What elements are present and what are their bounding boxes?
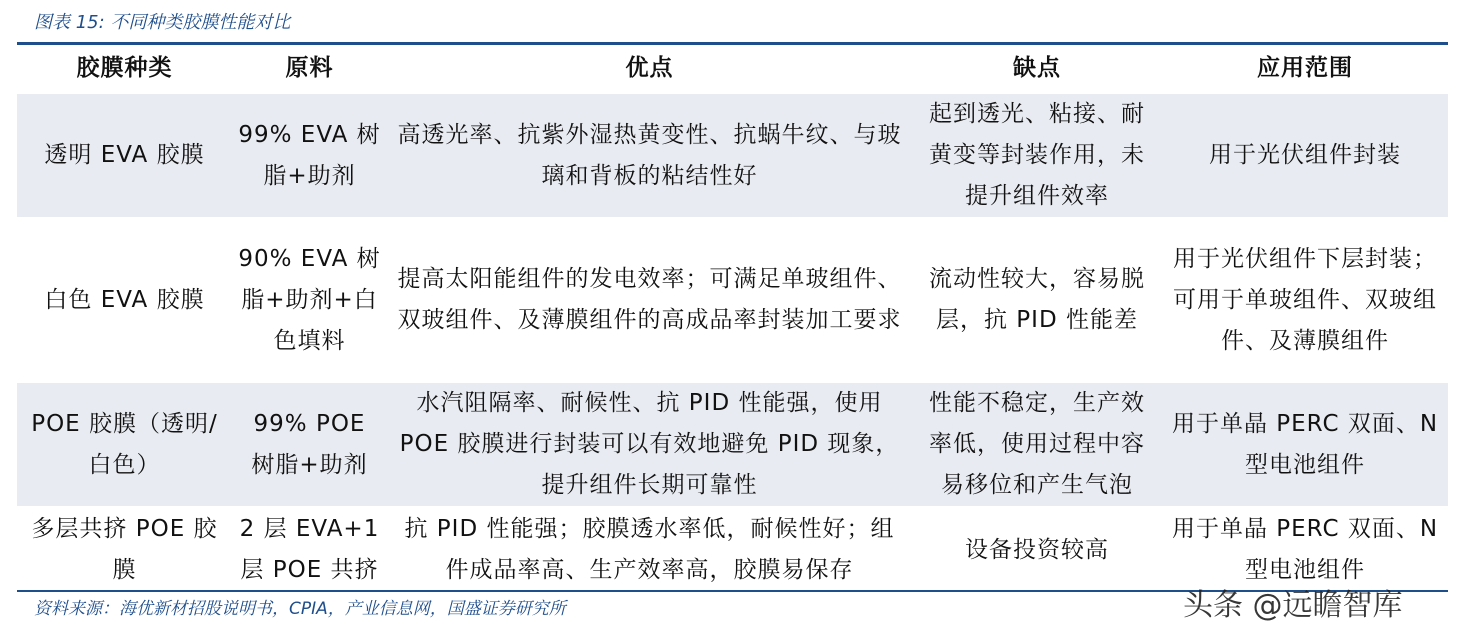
header-disadvantages: 缺点 (912, 45, 1162, 93)
cell-material: 99% POE 树脂+助剂 (232, 382, 387, 508)
cell-disadvantages: 起到透光、粘接、耐黄变等封装作用，未提升组件效率 (912, 93, 1162, 219)
header-advantages: 优点 (387, 45, 912, 93)
cell-application: 用于单晶 PERC 双面、N 型电池组件 (1162, 508, 1448, 592)
comparison-table (17, 45, 1448, 591)
table-row (17, 508, 1448, 592)
header-film-type: 胶膜种类 (17, 45, 232, 93)
table-header-row (17, 45, 1448, 93)
cell-material: 2 层 EVA+1 层 POE 共挤 (232, 508, 387, 592)
cell-application: 用于单晶 PERC 双面、N 型电池组件 (1162, 382, 1448, 508)
cell-advantages: 高透光率、抗紫外湿热黄变性、抗蜗牛纹、与玻璃和背板的粘结性好 (387, 93, 912, 219)
header-application: 应用范围 (1162, 45, 1448, 93)
cell-film-type: 白色 EVA 胶膜 (17, 219, 232, 382)
figure-caption: 图表 15: 不同种类胶膜性能对比 (34, 12, 291, 33)
cell-film-type: 多层共挤 POE 胶膜 (17, 508, 232, 592)
cell-material: 99% EVA 树脂+助剂 (232, 93, 387, 219)
source-note: 资料来源：海优新材招股说明书，CPIA，产业信息网，国盛证券研究所 (34, 599, 566, 619)
cell-disadvantages: 设备投资较高 (912, 508, 1162, 592)
cell-advantages: 提高太阳能组件的发电效率；可满足单玻组件、双玻组件、及薄膜组件的高成品率封装加工要求 (387, 219, 912, 382)
cell-material: 90% EVA 树脂+助剂+白色填料 (232, 219, 387, 382)
cell-application: 用于光伏组件封装 (1162, 93, 1448, 219)
cell-disadvantages: 流动性较大，容易脱层，抗 PID 性能差 (912, 219, 1162, 382)
table-row (17, 382, 1448, 508)
cell-film-type: 透明 EVA 胶膜 (17, 93, 232, 219)
cell-film-type: POE 胶膜（透明/白色） (17, 382, 232, 508)
header-material: 原料 (232, 45, 387, 93)
table-row (17, 219, 1448, 382)
cell-advantages: 抗 PID 性能强；胶膜透水率低，耐候性好；组件成品率高、生产效率高，胶膜易保存 (387, 508, 912, 592)
cell-advantages: 水汽阻隔率、耐候性、抗 PID 性能强，使用 POE 胶膜进行封装可以有效地避免 PID 现象，提升组件长期可靠性 (387, 382, 912, 508)
cell-disadvantages: 性能不稳定，生产效率低，使用过程中容易移位和产生气泡 (912, 382, 1162, 508)
cell-application: 用于光伏组件下层封装；可用于单玻组件、双玻组件、及薄膜组件 (1162, 219, 1448, 382)
table-row (17, 93, 1448, 219)
watermark-text: 头条 @远瞻智库 (1183, 588, 1403, 623)
